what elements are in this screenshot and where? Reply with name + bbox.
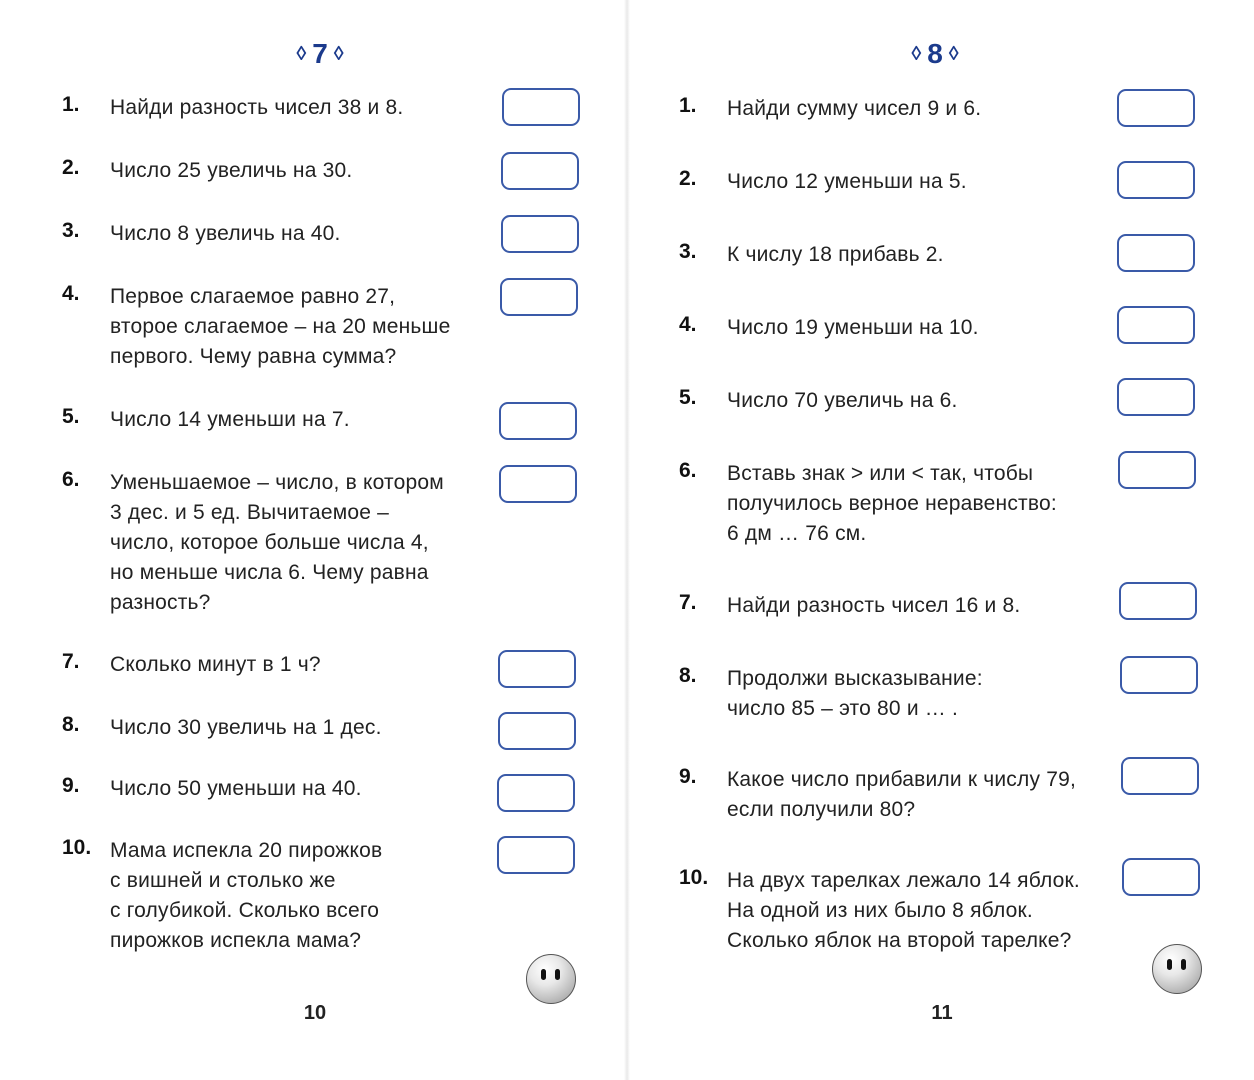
task-text: Сколько минут в 1 ч? (110, 653, 321, 676)
task-number: 6. (679, 459, 697, 482)
answer-box[interactable] (1117, 161, 1195, 199)
answer-box[interactable] (498, 712, 576, 750)
task-number: 7. (62, 650, 80, 673)
task-text: Какое число прибавили к числу 79, если получили 80? (727, 768, 1076, 821)
task-number: 1. (62, 93, 80, 116)
task-text: Уменьшаемое – число, в котором 3 дес. и 5 ед. Вычитаемое – число, которое больше числа 4, но меньше числа 6. Чему равна разность? (110, 471, 444, 614)
task-text: Число 70 увеличь на 6. (727, 389, 958, 412)
answer-box[interactable] (502, 88, 580, 126)
task-number: 8. (679, 664, 697, 687)
task-number: 10. (679, 866, 709, 889)
diamond-icon: ◊ (296, 43, 307, 65)
right-page (627, 0, 1254, 1080)
answer-box[interactable] (497, 774, 575, 812)
answer-box[interactable] (1117, 378, 1195, 416)
answer-box[interactable] (499, 402, 577, 440)
task-number: 3. (62, 219, 80, 242)
variant-header: ◊ 8 ◊ (911, 38, 959, 69)
page-number: 10 (303, 1002, 327, 1024)
task-text: Первое слагаемое равно 27, второе слагаемое – на 20 меньше первого. Чему равна сумма? (110, 285, 451, 368)
task-number: 6. (62, 468, 80, 491)
task-text: Найди сумму чисел 9 и 6. (727, 97, 982, 120)
answer-box[interactable] (497, 836, 575, 874)
answer-box[interactable] (501, 215, 579, 253)
task-number: 5. (62, 405, 80, 428)
task-number: 10. (62, 836, 92, 859)
task-text: Число 8 увеличь на 40. (110, 222, 341, 245)
diamond-icon: ◊ (911, 43, 922, 65)
task-text: На двух тарелках лежало 14 яблок. На одной из них было 8 яблок. Сколько яблок на второй тарелке? (727, 869, 1080, 952)
task-text: Число 25 увеличь на 30. (110, 159, 353, 182)
answer-box[interactable] (1122, 858, 1200, 896)
task-number: 9. (62, 774, 80, 797)
task-text: Число 50 уменьши на 40. (110, 777, 362, 800)
task-number: 8. (62, 713, 80, 736)
answer-box[interactable] (1118, 451, 1196, 489)
task-text: Число 12 уменьши на 5. (727, 170, 967, 193)
task-text: Число 19 уменьши на 10. (727, 316, 979, 339)
answer-box[interactable] (501, 152, 579, 190)
task-number: 7. (679, 591, 697, 614)
diamond-icon: ◊ (333, 43, 344, 65)
answer-box[interactable] (500, 278, 578, 316)
diamond-icon: ◊ (948, 43, 959, 65)
task-number: 5. (679, 386, 697, 409)
task-text: Вставь знак > или < так, чтобы получилось верное неравенство: 6 дм … 76 см. (727, 462, 1057, 545)
page-number: 11 (931, 1002, 953, 1024)
smiley-icon (1152, 944, 1202, 994)
task-number: 9. (679, 765, 697, 788)
task-text: Число 14 уменьши на 7. (110, 408, 350, 431)
answer-box[interactable] (499, 465, 577, 503)
task-text: Число 30 увеличь на 1 дес. (110, 716, 382, 739)
task-text: Мама испекла 20 пирожков с вишней и столько же с голубикой. Сколько всего пирожков испекла мама? (110, 839, 383, 952)
answer-box[interactable] (1117, 234, 1195, 272)
answer-box[interactable] (1117, 306, 1195, 344)
task-text: Найди разность чисел 38 и 8. (110, 96, 404, 119)
task-text: Продолжи высказывание: число 85 – это 80 и … . (727, 667, 983, 720)
task-number: 3. (679, 240, 697, 263)
task-number: 2. (62, 156, 80, 179)
task-number: 1. (679, 94, 697, 117)
smiley-icon (526, 954, 576, 1004)
task-number: 4. (679, 313, 697, 336)
answer-box[interactable] (1119, 582, 1197, 620)
task-number: 4. (62, 282, 80, 305)
answer-box[interactable] (498, 650, 576, 688)
task-number: 2. (679, 167, 697, 190)
task-text: Найди разность чисел 16 и 8. (727, 594, 1021, 617)
answer-box[interactable] (1121, 757, 1199, 795)
answer-box[interactable] (1117, 89, 1195, 127)
variant-header: ◊ 7 ◊ (296, 38, 344, 69)
task-text: К числу 18 прибавь 2. (727, 243, 944, 266)
answer-box[interactable] (1120, 656, 1198, 694)
